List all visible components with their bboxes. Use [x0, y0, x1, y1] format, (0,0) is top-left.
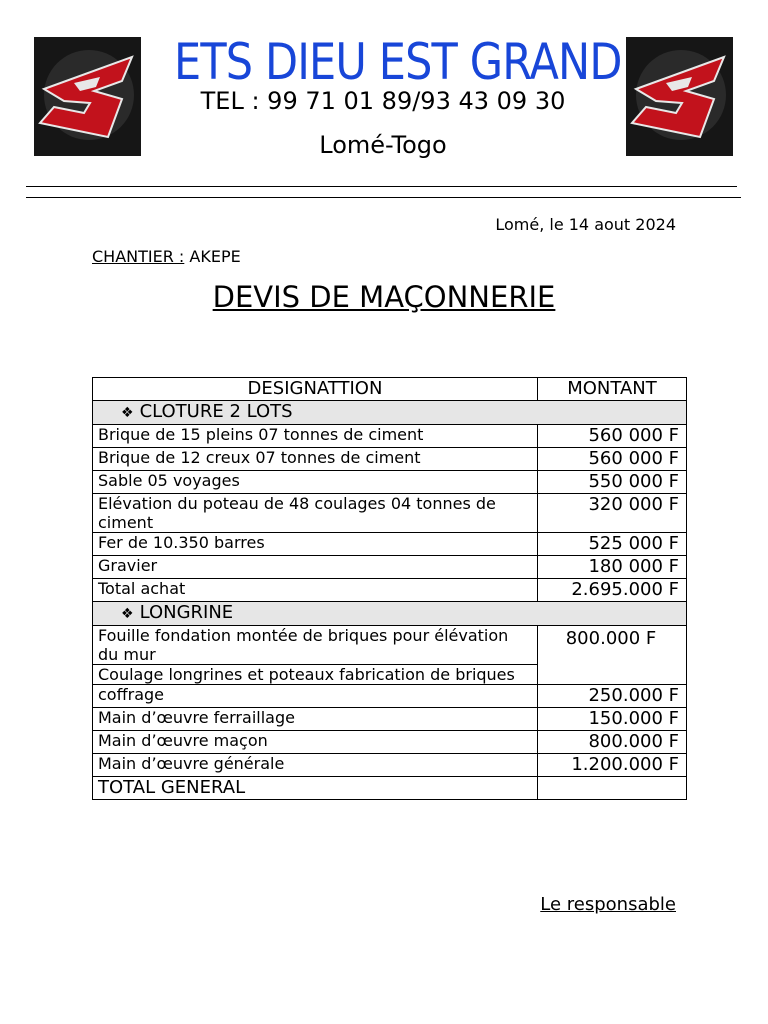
table-row: [93, 471, 687, 494]
amount-cell: 560 000 F: [538, 448, 687, 471]
chantier-label: CHANTIER :: [92, 247, 185, 266]
total-general-row: [93, 777, 687, 800]
amount-cell: 2.695.000 F: [538, 579, 687, 602]
designation-cell: Fouille fondation montée de briques pour élévation du mur: [93, 626, 538, 665]
table-row: [93, 533, 687, 556]
amount-cell: 800.000 F: [538, 626, 687, 685]
amount-cell: 180 000 F: [538, 556, 687, 579]
amount-cell: 150.000 F: [538, 708, 687, 731]
red-b-logo-icon: [626, 37, 733, 156]
header-montant: MONTANT: [538, 378, 687, 401]
table-row: [93, 494, 687, 533]
table-row: [93, 448, 687, 471]
designation-cell: Main d’œuvre maçon: [93, 731, 538, 754]
amount-cell: 250.000 F: [538, 685, 687, 708]
amount-cell: 800.000 F: [538, 731, 687, 754]
amount-cell: 1.200.000 F: [538, 754, 687, 777]
section-row: [93, 602, 687, 626]
section-title: LONGRINE: [139, 602, 234, 623]
designation-cell: Fer de 10.350 barres: [93, 533, 538, 556]
company-phone: TEL : 99 71 01 89/93 43 09 30: [200, 87, 566, 115]
designation-cell: Coulage longrines et poteaux fabrication de briques: [93, 665, 538, 685]
designation-cell: Brique de 12 creux 07 tonnes de ciment: [93, 448, 538, 471]
section-title: CLOTURE 2 LOTS: [139, 401, 293, 422]
designation-cell: Gravier: [93, 556, 538, 579]
table-row: [93, 685, 687, 708]
section-cell: [93, 401, 687, 425]
quote-table: [92, 377, 687, 800]
amount-cell: 560 000 F: [538, 425, 687, 448]
total-general-label: TOTAL GENERAL: [93, 777, 538, 800]
header-divider: [546, 186, 737, 187]
table-row: [93, 425, 687, 448]
designation-cell: Main d’œuvre ferraillage: [93, 708, 538, 731]
company-logo-left: [34, 37, 141, 156]
header-designation: DESIGNATTION: [93, 378, 538, 401]
designation-cell: Sable 05 voyages: [93, 471, 538, 494]
company-logo-right: [626, 37, 733, 156]
document-date: Lomé, le 14 aout 2024: [495, 215, 676, 234]
document-title: DEVIS DE MAÇONNERIE: [212, 280, 556, 314]
amount-cell: 525 000 F: [538, 533, 687, 556]
amount-cell: 320 000 F: [538, 494, 687, 533]
designation-cell: Elévation du poteau de 48 coulages 04 tonnes de ciment: [93, 494, 538, 533]
table-header-row: [93, 378, 687, 401]
diamond-bullet-icon: ❖: [121, 405, 134, 421]
designation-cell: Total achat: [93, 579, 538, 602]
diamond-bullet-icon: ❖: [121, 606, 134, 622]
red-b-logo-icon: [34, 37, 141, 156]
section-cell: [93, 602, 687, 626]
table-row: [93, 556, 687, 579]
designation-cell: coffrage: [93, 685, 538, 708]
header-divider: [26, 186, 546, 187]
header-divider: [26, 197, 741, 198]
total-general-value: [538, 777, 687, 800]
table-row: [93, 754, 687, 777]
signature-label: Le responsable: [540, 894, 676, 915]
section-row: [93, 401, 687, 425]
company-name: ETS DIEU EST GRAND: [174, 33, 622, 91]
designation-cell: Brique de 15 pleins 07 tonnes de ciment: [93, 425, 538, 448]
company-city: Lomé-Togo: [319, 131, 447, 159]
table-row: [93, 626, 687, 665]
designation-cell: Main d’œuvre générale: [93, 754, 538, 777]
table-row: [93, 579, 687, 602]
table-row: [93, 708, 687, 731]
table-row: [93, 731, 687, 754]
amount-cell: 550 000 F: [538, 471, 687, 494]
chantier-value: AKEPE: [184, 247, 241, 266]
chantier-line: [92, 246, 241, 268]
